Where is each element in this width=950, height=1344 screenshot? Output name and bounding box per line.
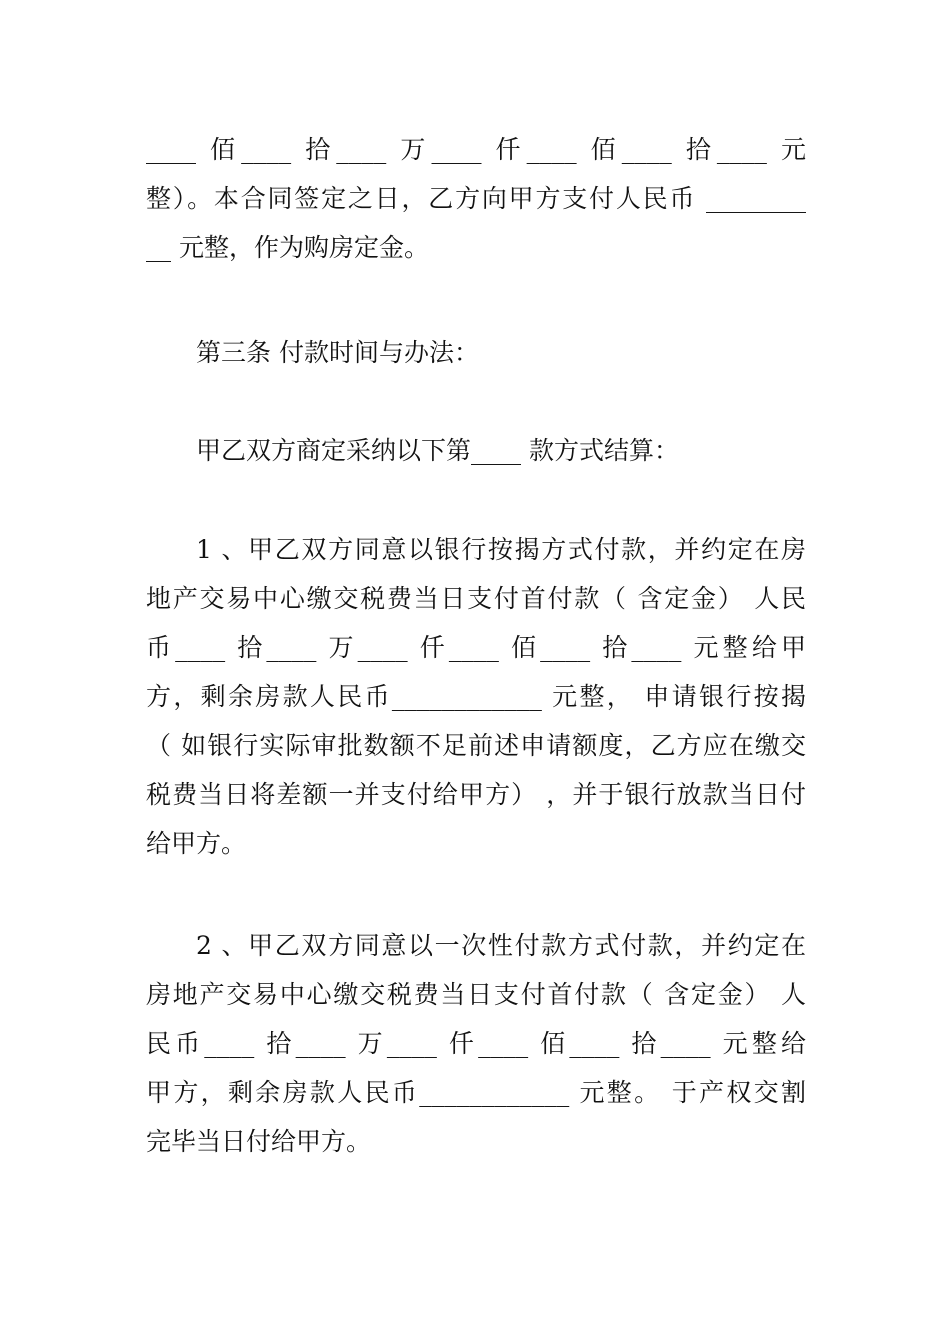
text-line: ____ 佰____ 拾____ 万____ 仟____ 佰____ 拾____ 元 bbox=[146, 135, 806, 164]
clause-1-line: 给甲方。 bbox=[146, 829, 247, 858]
section-heading: 第三条 付款时间与办法： bbox=[196, 338, 479, 367]
clause-2-line: 甲方，剩余房款人民币____________ 元整。 于产权交割 bbox=[146, 1078, 806, 1107]
text-line: 甲乙双方商定采纳以下第____ 款方式结算： bbox=[196, 436, 679, 465]
clause-2-line: 完毕当日付给甲方。 bbox=[146, 1127, 372, 1156]
text-line: __ 元整，作为购房定金。 bbox=[146, 233, 429, 262]
clause-2-line: 房地产交易中心缴交税费当日支付首付款（ 含定金） 人 bbox=[146, 980, 806, 1009]
clause-1-line: 1 、甲乙双方同意以银行按揭方式付款，并约定在房 bbox=[196, 535, 806, 564]
clause-1-line: 地产交易中心缴交税费当日支付首付款（ 含定金） 人民 bbox=[146, 584, 806, 613]
clause-1-line: （ 如银行实际审批数额不足前述申请额度，乙方应在缴交 bbox=[146, 731, 806, 760]
clause-1-line: 币____ 拾____ 万____ 仟____ 佰____ 拾____ 元整给甲 bbox=[146, 633, 806, 662]
clause-1-line: 方，剩余房款人民币____________ 元整， 申请银行按揭 bbox=[146, 682, 806, 711]
clause-2-line: 民币____ 拾____ 万____ 仟____ 佰____ 拾____ 元整给 bbox=[146, 1029, 806, 1058]
clause-1-line: 税费当日将差额一并支付给甲方） ，并于银行放款当日付 bbox=[146, 780, 806, 809]
text-line: 整）。本合同签定之日，乙方向甲方支付人民币 ________ bbox=[146, 184, 806, 213]
clause-2-line: 2 、甲乙双方同意以一次性付款方式付款，并约定在 bbox=[196, 931, 806, 960]
